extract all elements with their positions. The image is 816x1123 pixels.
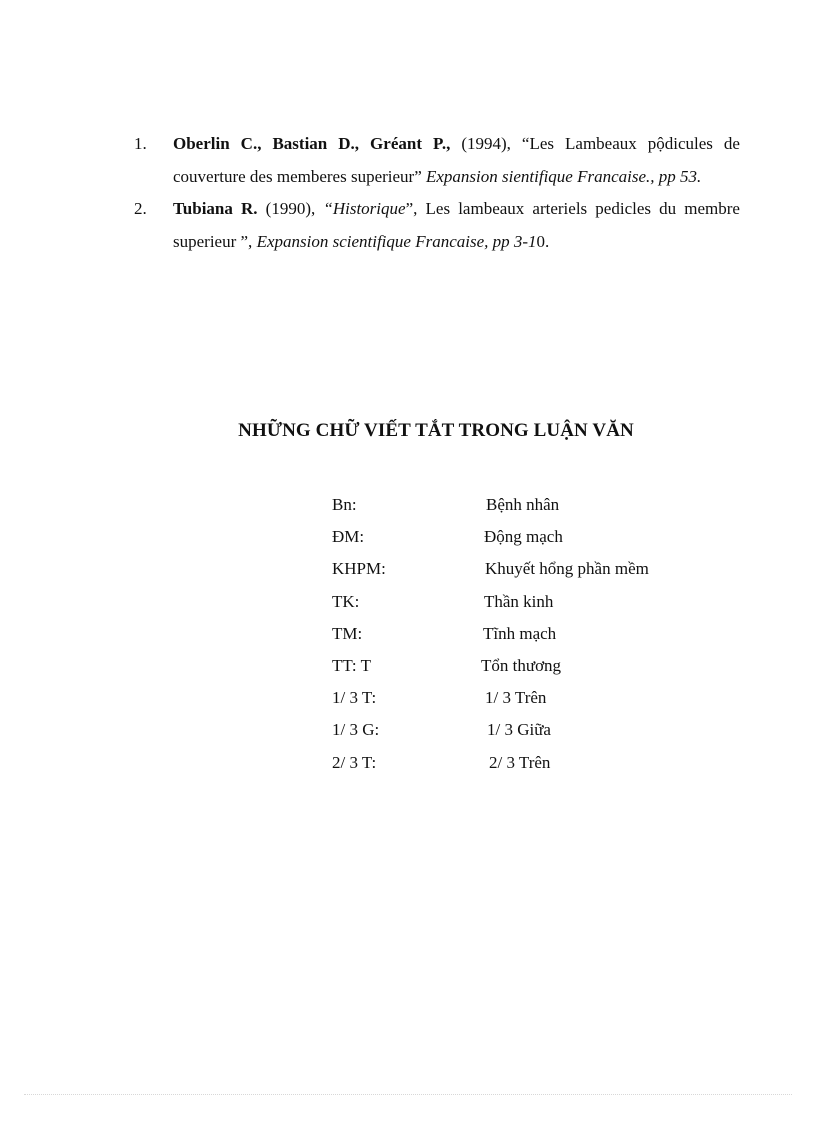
- abbreviation-meaning: Bệnh nhân: [486, 495, 560, 514]
- abbreviation-meaning: 1/ 3 Giữa: [487, 720, 551, 740]
- abbreviation-row: [332, 714, 732, 746]
- abbreviation-key: 2/ 3 T:: [332, 752, 377, 772]
- reference-authors: Oberlin C., Bastian D., Gréant P.,: [173, 134, 451, 153]
- abbreviation-key: TK:: [332, 591, 360, 611]
- reference-list: [134, 128, 740, 258]
- abbreviation-row: [332, 650, 732, 682]
- abbreviation-key: KHPM:: [332, 559, 386, 579]
- abbreviation-key: 1/ 3 T:: [332, 688, 377, 708]
- abbreviations-list: [332, 489, 732, 779]
- abbreviation-meaning: 2/ 3 Trên: [489, 752, 551, 772]
- abbreviations-title: NHỮNG CHỮ VIẾT TẮT TRONG LUẬN VĂN: [238, 420, 634, 441]
- abbreviation-meaning: Động mạch: [484, 527, 563, 547]
- reference-text: [173, 193, 740, 258]
- reference-source: Expansion sientifique Francaise., pp 53.: [426, 166, 702, 186]
- abbreviation-key: Bn:: [332, 495, 357, 514]
- abbreviation-row: [332, 586, 732, 618]
- reference-number: 2.: [134, 199, 147, 218]
- reference-authors: Tubiana R.: [173, 199, 258, 218]
- abbreviation-key: 1/ 3 G:: [332, 720, 380, 740]
- abbreviation-row: [332, 489, 732, 521]
- abbreviation-meaning: Tĩnh mạch: [483, 623, 557, 643]
- abbreviation-row: [332, 747, 732, 779]
- reference-title: “Les Lambeaux pộdicules de couverture des memberes superieur”: [173, 134, 740, 186]
- reference-source: Expansion scientifique Francaise, pp 3-1: [256, 231, 537, 251]
- abbreviation-key: TM:: [332, 623, 363, 643]
- abbreviation-meaning: Thần kinh: [484, 591, 554, 611]
- abbreviation-row: [332, 682, 732, 714]
- reference-number: 1.: [134, 134, 147, 153]
- abbreviation-meaning: Khuyết hổng phần mềm: [485, 559, 649, 579]
- reference-year: (1990),: [257, 199, 324, 218]
- abbreviation-meaning: Tổn thương: [481, 655, 562, 675]
- abbreviation-key: TT: T: [332, 655, 371, 675]
- abbreviation-key: ĐM:: [332, 527, 365, 547]
- abbreviation-row: [332, 521, 732, 553]
- abbreviation-row: [332, 553, 732, 585]
- abbreviation-meaning: 1/ 3 Trên: [485, 688, 547, 708]
- reference-year: (1994),: [450, 134, 522, 153]
- reference-title-italic: “Historique: [323, 199, 406, 218]
- reference-source-tail: 0.: [536, 231, 550, 251]
- abbreviation-row: [332, 618, 732, 650]
- page-bottom-divider: [24, 1094, 792, 1095]
- reference-text: [173, 128, 740, 193]
- reference-title: ”, Les lambeaux arteriels pedicles du membre superieur ”,: [173, 199, 740, 251]
- reference-item: [134, 128, 740, 193]
- reference-item: [134, 193, 740, 258]
